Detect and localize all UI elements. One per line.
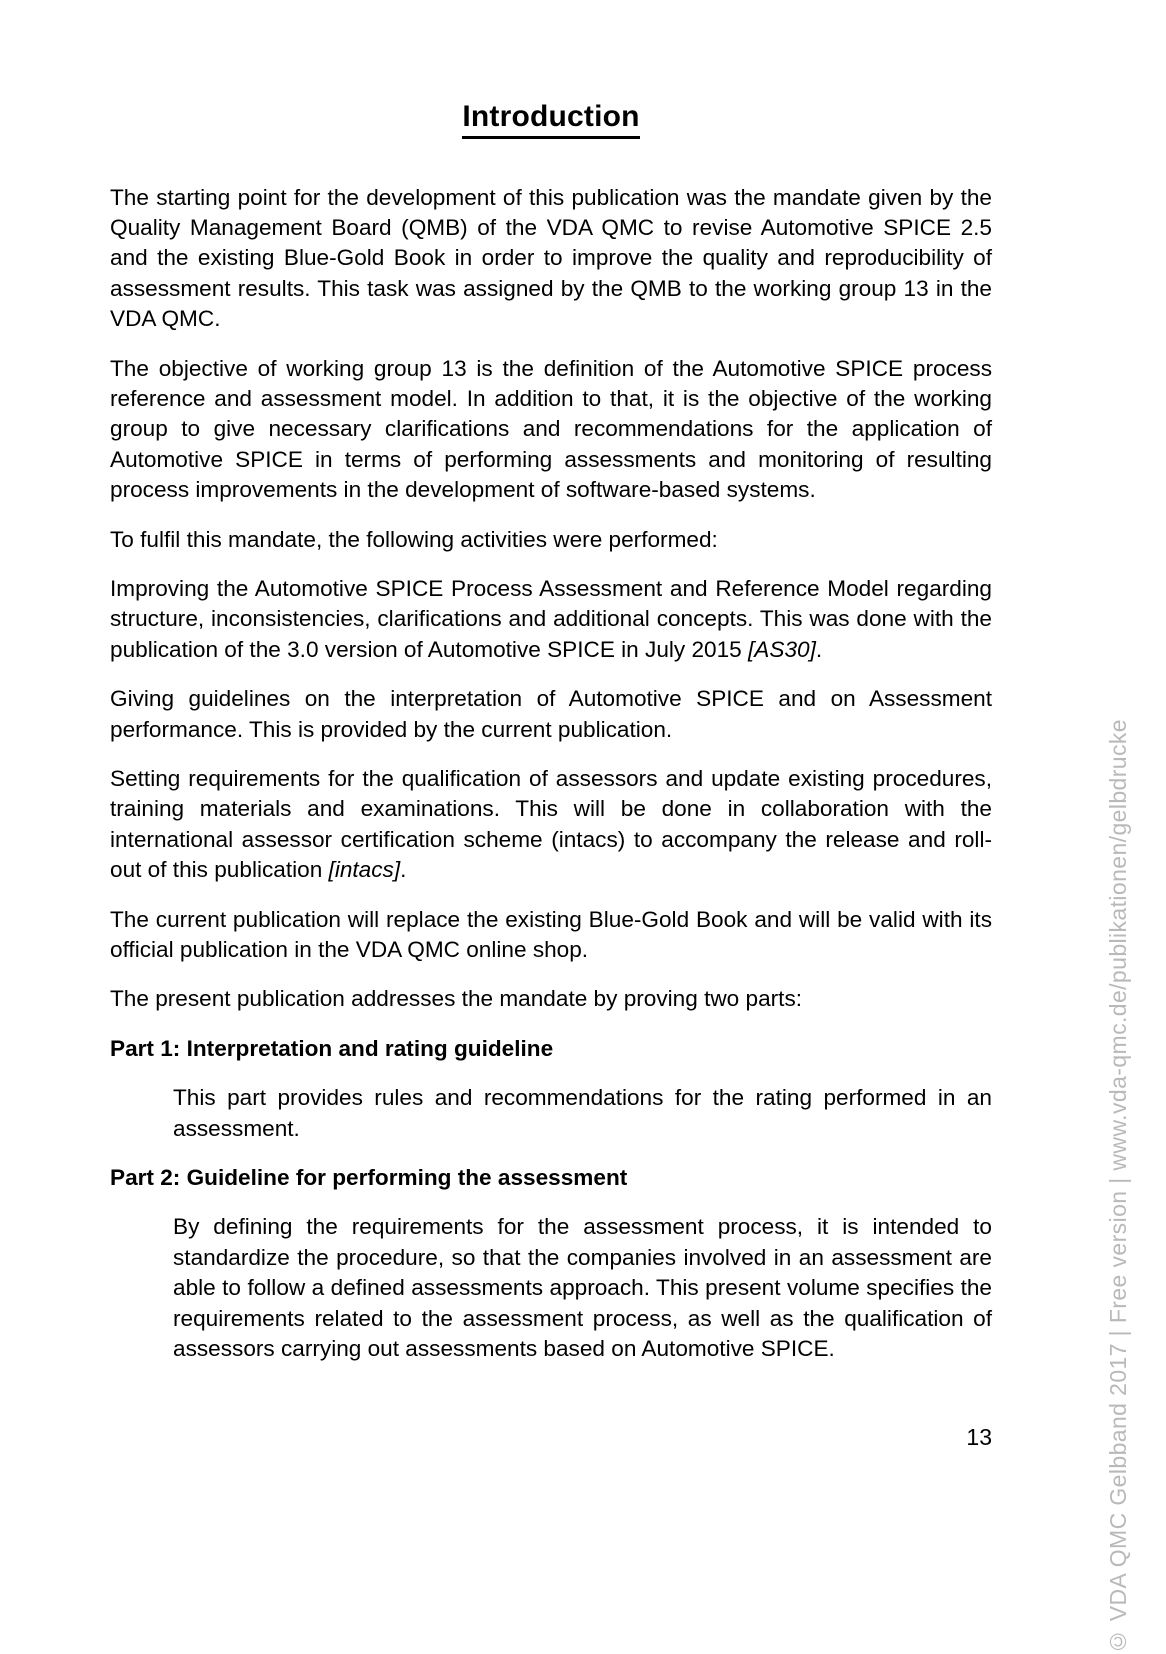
paragraph-6 [110,764,992,886]
paragraph-6-text: Setting requirements for the qualification of assessors and update existing procedures, training materials and examinations. This will be done in collaboration with the international assessor certification scheme (intacs) to accompany the release and roll-out of this publication [110,766,992,883]
paragraph-1: The starting point for the development of this publication was the mandate given by the Quality Management Board (QMB) of the VDA QMC to revise Automotive SPICE 2.5 and the existing Blue-Gold Book in order to improve the quality and reproducibility of assessment results. This task was assigned by the QMB to the working group 13 in the VDA QMC. [110,184,992,332]
page-number: 13 [966,1424,992,1450]
paragraph-5: Giving guidelines on the interpretation of Automotive SPICE and on Assessment performance. This is provided by the current publication. [110,686,992,742]
page-title [110,100,992,139]
part-1-body: This part provides rules and recommendations for the rating performed in an assessment. [173,1085,992,1141]
paragraph-4 [110,574,992,665]
reference-as30: [AS30] [748,636,816,662]
paragraph-8: The present publication addresses the mandate by proving two parts: [110,986,803,1012]
paragraph-3: To fulfil this mandate, the following activities were performed: [110,526,718,552]
paragraph-7: The current publication will replace the existing Blue-Gold Book and will be valid with its official publication in the VDA QMC online shop. [110,906,992,963]
document-content [110,100,992,1384]
paragraph-4-tail: . [815,636,823,662]
paragraph-4-text: Improving the Automotive SPICE Process Assessment and Reference Model regarding structure, inconsistencies, clarifications and additional concepts. This was done with the publication of the 3.0 version of Automotive SPICE in July 2015 [110,575,992,662]
page-title-text: Introduction [462,100,639,139]
side-watermark-text: © VDA QMC Gelbband 2017 | Free version | www.vda-qmc.de/publikationen/gelbdrucke [1104,718,1131,1654]
part-2-body: By defining the requirements for the assessment process, it is intended to standardize the procedure, so that the companies involved in an assessment are able to follow a defined assessments approach. This present volume specifies the requirements related to the assessment process, as well as the qualification of assessors carrying out assessments based on Automotive SPICE. [173,1214,992,1362]
part-1-heading: Part 1: Interpretation and rating guideline [110,1035,554,1061]
reference-intacs: [intacs] [328,857,401,883]
paragraph-2: The objective of working group 13 is the definition of the Automotive SPICE process reference and assessment model. In addition to that, it is the objective of the working group to give necessary clarifications and recommendations for the application of Automotive SPICE in terms of performing assessments and monitoring of resulting process improvements in the development of software-based systems. [110,355,992,503]
paragraph-6-tail: . [400,857,407,883]
side-watermark [1088,0,1148,1654]
part-2-heading: Part 2: Guideline for performing the assessment [110,1165,628,1191]
